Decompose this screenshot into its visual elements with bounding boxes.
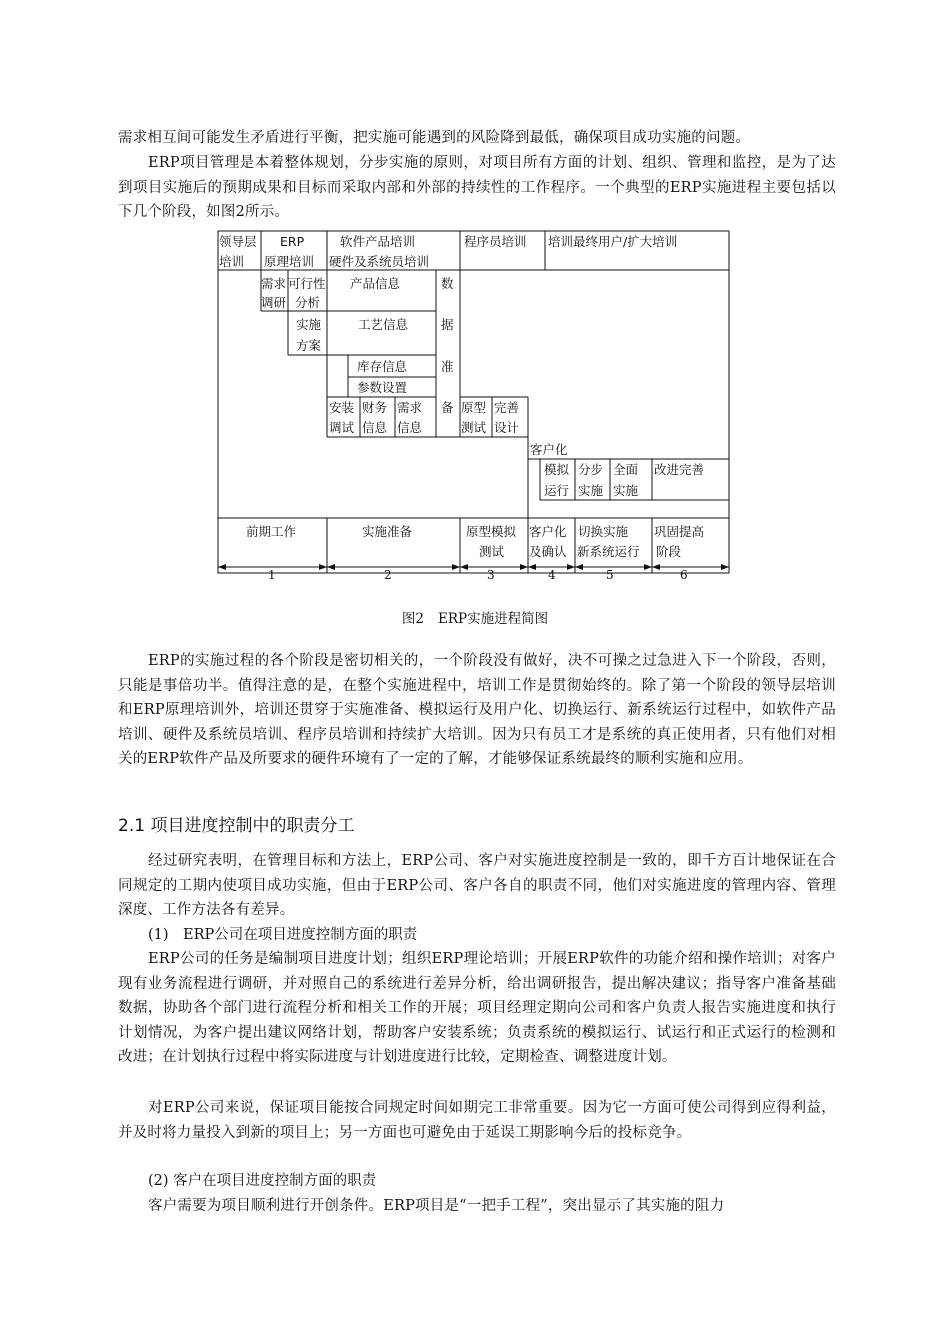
phase-number-2: 2 — [384, 568, 392, 582]
section-heading: 2.1 项目进度控制中的职责分工 — [118, 816, 355, 836]
paragraph-erp-company-importance: 对ERP公司来说，保证项目能按合同规定时间如期完工非常重要。因为它一方面可使公司得到应得利益，并及时将力量投入到新的项目上；另一方面也可避免由于延误工期影响今后的投标竞争。 — [118, 1100, 836, 1141]
phase-label-2: 实施准备 — [362, 524, 413, 539]
cell-data-prep-3: 准 — [441, 359, 454, 374]
phase-number-6: 6 — [680, 568, 688, 582]
cell-impl-plan-1: 实施 — [296, 317, 322, 332]
phase-number-4: 4 — [548, 568, 556, 582]
header-leader-line1: 领导层 — [219, 234, 257, 249]
cell-feasibility-2: 分析 — [295, 295, 321, 310]
paragraph-stages: ERP的实施过程的各个阶段是密切相关的，一个阶段没有做好，决不可操之过急进入下一个阶段，否则，只能是事倍功半。值得注意的是，在整个实施进程中，培训工作是贯彻始终的。除了第一个阶段的领导层培训和ERP原理培训外，培训还贯穿于实施准备、模拟运行及用户化、切换运行、新系统运行过程中，如软件产品培训、硬件及系统员培训、程序员培训和持续扩大培训。因为只有员工才是系统的真正使用者，只有他们对相关的ERP软件产品及所要求的硬件环境有了一定的了解，才能够保证系统最终的顺利实施和应用。 — [118, 653, 836, 768]
cell-finance-2: 信息 — [362, 420, 388, 435]
cell-prototype-2: 测试 — [461, 420, 487, 435]
phase-label-5b: 新系统运行 — [577, 544, 640, 559]
cell-demand-1: 需求 — [397, 400, 423, 415]
cell-improve-design-1: 完善 — [494, 400, 520, 415]
cell-inventory-info: 库存信息 — [357, 359, 408, 374]
phase-number-3: 3 — [487, 568, 495, 582]
header-software-line2: 硬件及系统员培训 — [329, 254, 430, 269]
erp-process-diagram — [0, 0, 950, 600]
header-software-line1: 软件产品培训 — [340, 234, 416, 249]
phase-label-4a: 客户化 — [529, 524, 567, 539]
cell-finance-1: 财务 — [362, 400, 388, 415]
cell-improve: 改进完善 — [654, 462, 705, 477]
cell-customization: 客户化 — [530, 442, 568, 457]
cell-req-survey-1: 需求 — [261, 276, 287, 291]
phase-number-1: 1 — [268, 568, 276, 582]
cell-install-1: 安装 — [329, 400, 355, 415]
cell-product-info: 产品信息 — [350, 276, 401, 291]
header-erp-line2: 原理培训 — [264, 254, 315, 269]
cell-install-2: 调试 — [329, 420, 355, 435]
phase-label-5a: 切换实施 — [578, 524, 629, 539]
cell-full-impl-2: 实施 — [613, 483, 639, 498]
phase-label-6a: 巩固提高 — [654, 524, 705, 539]
list-item-2: (2) 客户在项目进度控制方面的职责 — [148, 1173, 377, 1189]
cell-data-prep-1: 数 — [441, 276, 454, 291]
cell-stepwise-1: 分步 — [578, 462, 604, 477]
header-final-user: 培训最终用户/扩大培训 — [548, 234, 678, 249]
cell-prototype-1: 原型 — [461, 400, 487, 415]
phase-label-1: 前期工作 — [246, 524, 297, 539]
cell-demand-2: 信息 — [397, 420, 423, 435]
phase-label-3a: 原型模拟 — [466, 524, 517, 539]
cell-full-impl-1: 全面 — [613, 462, 639, 477]
cell-param-setting: 参数设置 — [357, 380, 408, 395]
cell-feasibility-1: 可行性 — [288, 276, 326, 291]
paragraph-customer-duties: 客户需要为项目顺利进行开创条件。ERP项目是“一把手工程”，突出显示了其实施的阻力 — [148, 1198, 725, 1214]
paragraph-erp-company-duties: ERP公司的任务是编制项目进度计划；组织ERP理论培训；开展ERP软件的功能介绍和操作培训；对客户现有业务流程进行调研，并对照自己的系统进行差异分析，给出调研报告，提出解决建议；指导客户准备基础数据，协助各个部门进行流程分析和相关工作的开展；项目经理定期向公司和客户负责人报告实施进度和执行计划情况，为客户提出建议网络计划，帮助客户安装系统；负责系统的模拟运行、试运行和正式运行的检测和改进；在计划执行过程中将实际进度与计划进度进行比较，定期检查、调整进度计划。 — [118, 951, 836, 1066]
figure-caption — [0, 607, 950, 627]
header-leader-line2: 培训 — [219, 254, 245, 269]
paragraph-erp-management: ERP项目管理是本着整体规划，分步实施的原则，对项目所有方面的计划、组织、管理和监控，是为了达到项目实施后的预期成果和目标而采取内部和外部的持续性的工作程序。一个典型的ERP实施进程主要包括以下几个阶段，如图2所示。 — [118, 155, 836, 221]
cell-data-prep-2: 据 — [441, 317, 454, 332]
list-item-1: (1) ERP公司在项目进度控制方面的职责 — [148, 927, 418, 943]
paragraph-research: 经过研究表明，在管理目标和方法上，ERP公司、客户对实施进度控制是一致的，即千方百计地保证在合同规定的工期内使项目成功实施，但由于ERP公司、客户各自的职责不同，他们对实施进度的管理内容、管理深度、工作方法各有差异。 — [118, 853, 836, 919]
figure-caption-title: ERP实施进程简图 — [437, 611, 549, 627]
paragraph-continuation: 需求相互间可能发生矛盾进行平衡，把实施可能遇到的风险降到最低，确保项目成功实施的问题。 — [118, 130, 751, 146]
phase-label-6b: 阶段 — [656, 544, 682, 559]
cell-process-info: 工艺信息 — [358, 317, 409, 332]
figure-caption-label: 图2 — [401, 611, 424, 627]
cell-improve-design-2: 设计 — [494, 420, 520, 435]
header-erp-line1: ERP — [280, 234, 305, 249]
cell-data-prep-4: 备 — [441, 400, 454, 415]
phase-label-3b: 测试 — [479, 544, 505, 559]
cell-stepwise-2: 实施 — [578, 483, 604, 498]
header-programmer: 程序员培训 — [464, 234, 527, 249]
phase-label-4b: 及确认 — [529, 544, 567, 559]
cell-simulation-2: 运行 — [544, 483, 570, 498]
phase-number-5: 5 — [606, 568, 614, 582]
cell-impl-plan-2: 方案 — [296, 338, 322, 353]
cell-simulation-1: 模拟 — [544, 462, 570, 477]
cell-req-survey-2: 调研 — [261, 295, 287, 310]
